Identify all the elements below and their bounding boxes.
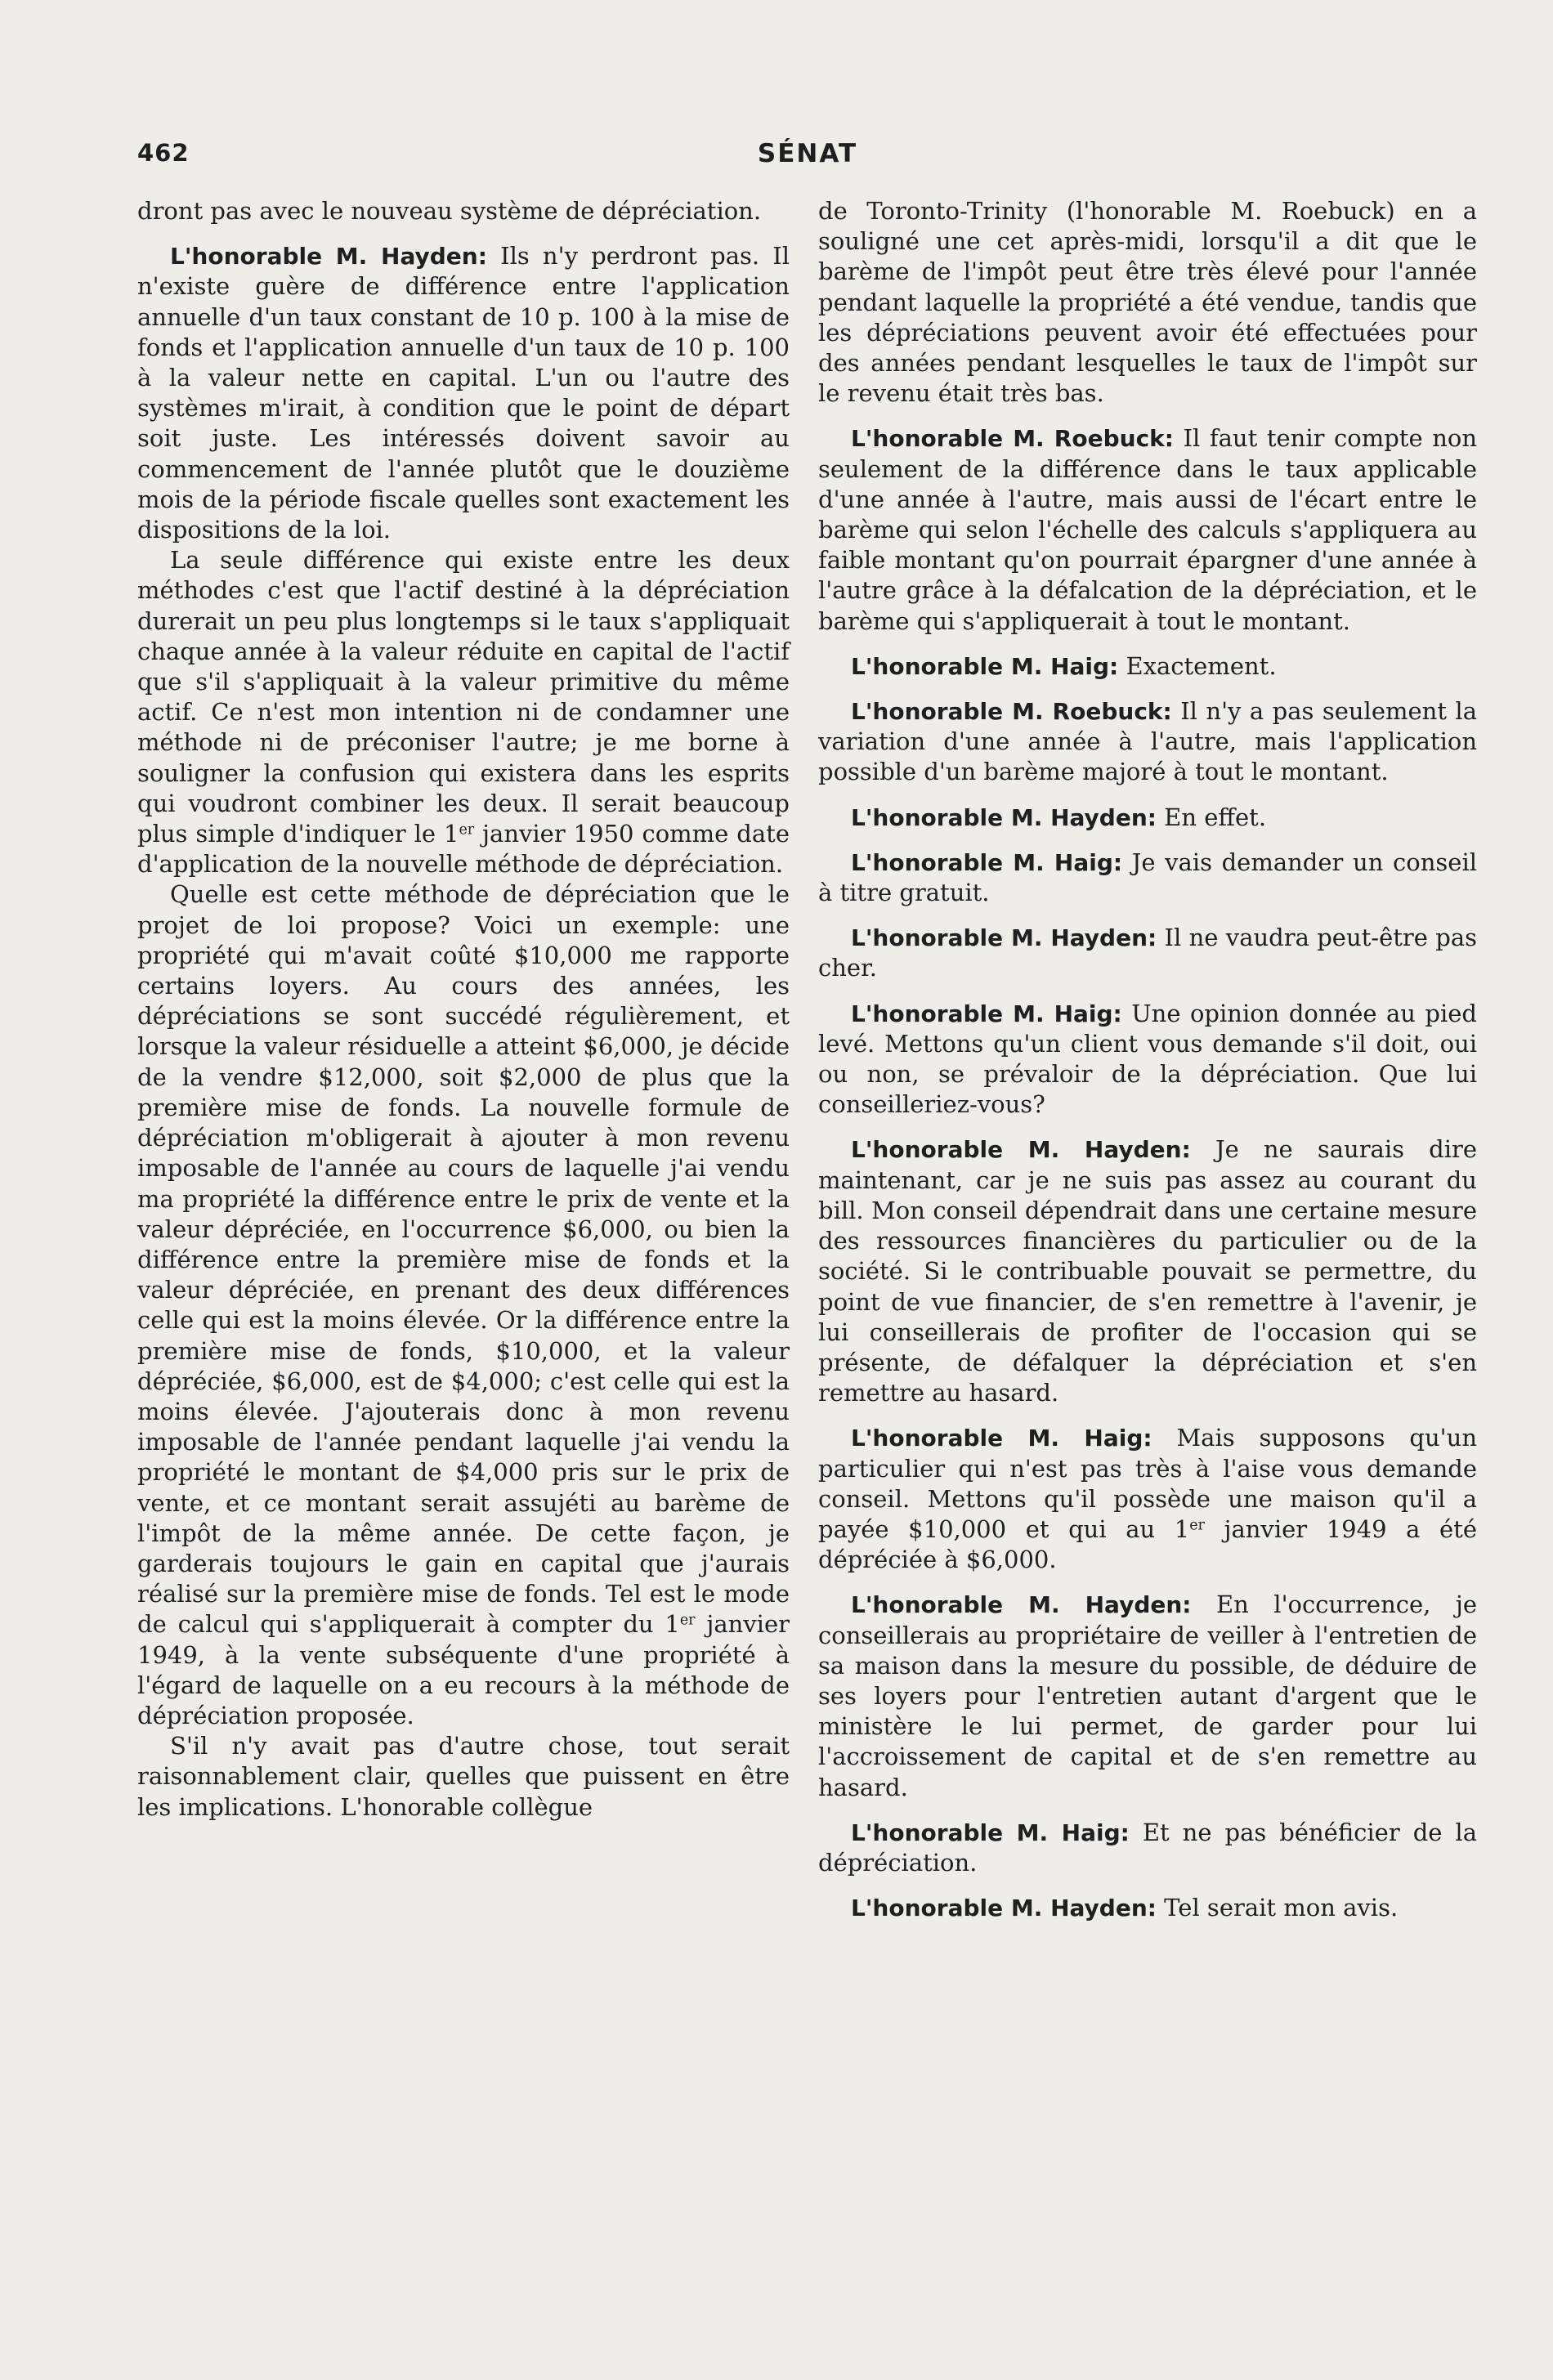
speaker-name: L'honorable M. Hayden: <box>170 243 487 271</box>
speaker-name: L'honorable M. Hayden: <box>851 1591 1192 1619</box>
speech-haig: L'honorable M. Haig: Exactement. <box>851 651 1277 680</box>
speech-roebuck: L'honorable M. Roebuck: Il n'y a pas seulement la variation d'une année à l'autre, mais l'application possible d'un barème majoré à tout le montant. <box>818 697 1477 786</box>
page-number: 462 <box>137 139 190 167</box>
paragraph: La seule différence qui existe entre les deux méthodes c'est que l'actif destiné à la dépréciation durerait un peu plus longtemps si le taux s'appliquait chaque année à la valeur réduite en capital de l'actif que s'il s'appliquait à la valeur primitive du même actif. Ce n'est mon intention ni de condamner une méthode ni de préconiser l'autre; je me borne à souligner la confusion qui existera dans les esprits qui voudront combiner les deux. Il serait beaucoup plus simple d'indiquer le 1er janvier 1950 comme date d'application de la nouvelle méthode de dépréciation. <box>137 546 790 879</box>
paragraph: L'honorable M. Hayden: Ils n'y perdront pas. Il n'existe guère de différence entre l'application annuelle d'un taux constant de 10 p. 100 à la mise de fonds et l'application annuelle d'un taux de 10 p. 100 à la valeur nette en capital. L'un ou l'autre des systèmes m'irait, à condition que le point de départ soit juste. Les intéressés doivent savoir au commencement de l'année plutôt que le douzième mois de la période fiscale quelles sont exactement les dispositions de la loi. <box>137 242 790 544</box>
speaker-name: L'honorable M. Haig: <box>851 1000 1122 1027</box>
speech-haig: L'honorable M. Haig: Je vais demander un conseil à titre gratuit. <box>818 848 1477 907</box>
paragraph: Quelle est cette méthode de dépréciation que le projet de loi propose? Voici un exemple: une propriété qui m'avait coûté $10,000 me rapporte certains loyers. Au cours des années, les dépréciations se sont succédé régulièrement, et lorsque la valeur résiduelle a atteint $6,000, je décide de la vendre $12,000, soit $2,000 de plus que la première mise de fonds. La nouvelle formule de dépréciation m'obligerait à ajouter à mon revenu imposable de l'année au cours de laquelle j'ai vendu ma propriété la différence entre le prix de vente et la valeur dépréciée, en l'occurrence $6,000, ou bien la différence entre la première mise de fonds et la valeur dépréciée, en prenant des deux différences celle qui est la moins élevée. Or la différence entre la première mise de fonds, $10,000, et la valeur dépréciée, $6,000, est de $4,000; c'est celle qui est la moins élevée. J'ajouterais donc à mon revenu imposable de l'année pendant laquelle j'ai vendu la propriété le montant de $4,000 pris sur le prix de vente, et ce montant serait assujéti au barème de l'impôt de la même année. De cette façon, je garderais toujours le gain en capital que j'aurais réalisé sur la première mise de fonds. Tel est le mode de calcul qui s'appliquerait à compter du 1er janvier 1949, à la vente subséquente d'une propriété à l'égard de laquelle on a eu recours à la méthode de dépréciation proposée. <box>137 880 790 1729</box>
speech-hayden: L'honorable M. Hayden: Il ne vaudra peut-être pas cher. <box>818 924 1477 982</box>
speech-hayden: L'honorable M. Hayden: Tel serait mon avis. <box>851 1894 1399 1922</box>
speech-haig: L'honorable M. Haig: Mais supposons qu'un particulier qui n'est pas très à l'aise vous demande conseil. Mettons qu'il possède une maison qu'il a payée $10,000 et qui au 1er janvier 1949 a été dépréciée à $6,000. <box>818 1424 1478 1574</box>
running-head <box>137 139 1478 172</box>
running-title: SÉNAT <box>757 139 858 168</box>
speaker-name: L'honorable M. Haig: <box>851 1819 1130 1846</box>
speaker-name: L'honorable M. Haig: <box>851 848 1123 876</box>
left-column <box>137 196 790 1823</box>
speaker-name: L'honorable M. Haig: <box>851 1425 1152 1452</box>
speech-hayden: L'honorable M. Hayden: En effet. <box>851 803 1267 831</box>
speaker-name: L'honorable M. Roebuck: <box>851 698 1172 726</box>
speech-hayden: L'honorable M. Hayden: En l'occurrence, je conseillerais au propriétaire de veiller à l'entretien de sa maison dans la mesure du possible, de déduire de ses loyers pour l'entretien autant d'argent que le ministère le lui permet, de garder pour lui l'accroissement de capital et de s'en remettre au hasard. <box>818 1590 1477 1801</box>
speaker-name: L'honorable M. Hayden: <box>851 924 1157 952</box>
paragraph: dront pas avec le nouveau système de dépréciation. <box>137 197 762 225</box>
speaker-name: L'honorable M. Hayden: <box>851 1895 1157 1922</box>
speech-hayden: L'honorable M. Hayden: Je ne saurais dire maintenant, car je ne suis pas assez au courant du bill. Mon conseil dépendrait dans une certaine mesure des ressources financières du particulier ou de la société. Si le contribuable pouvait se permettre, du point de vue financier, de s'en remettre à l'avenir, je lui conseillerais de profiter de l'occasion qui se présente, de défalquer la dépréciation et s'en remettre au hasard. <box>818 1135 1478 1407</box>
speaker-name: L'honorable M. Hayden: <box>851 803 1157 831</box>
speaker-name: L'honorable M. Roebuck: <box>851 425 1174 453</box>
right-column <box>818 196 1477 1923</box>
paragraph: de Toronto-Trinity (l'honorable M. Roebuck) en a souligné une cet après-midi, lorsqu'il a dit que le barème de l'impôt peut être très élevé pour l'année pendant laquelle la propriété a été vendue, tandis que les dépréciations peuvent avoir été effectuées pour des années pendant lesquelles le taux de l'impôt sur le revenu était très bas. <box>818 197 1477 408</box>
speaker-name: L'honorable M. Haig: <box>851 652 1119 680</box>
speech-haig: L'honorable M. Haig: Une opinion donnée au pied levé. Mettons qu'un client vous demande s'il doit, oui ou non, se prévaloir de la dépréciation. Que lui conseilleriez-vous? <box>818 999 1477 1119</box>
speech-roebuck: L'honorable M. Roebuck: Il faut tenir compte non seulement de la différence dans le taux applicable d'une année à l'autre, mais aussi de l'écart entre le barème qui selon l'échelle des calculs s'appliquera au faible montant qu'on pourrait épargner d'une année à l'autre grâce à la défalcation de la dépréciation, et le barème qui s'appliquerait à tout le montant. <box>818 424 1478 635</box>
speech-haig: L'honorable M. Haig: Et ne pas bénéficier de la dépréciation. <box>818 1818 1477 1877</box>
paragraph: S'il n'y avait pas d'autre chose, tout serait raisonnablement clair, quelles que puissent en être les implications. L'honorable collègue <box>137 1732 790 1821</box>
speaker-name: L'honorable M. Hayden: <box>851 1136 1191 1164</box>
